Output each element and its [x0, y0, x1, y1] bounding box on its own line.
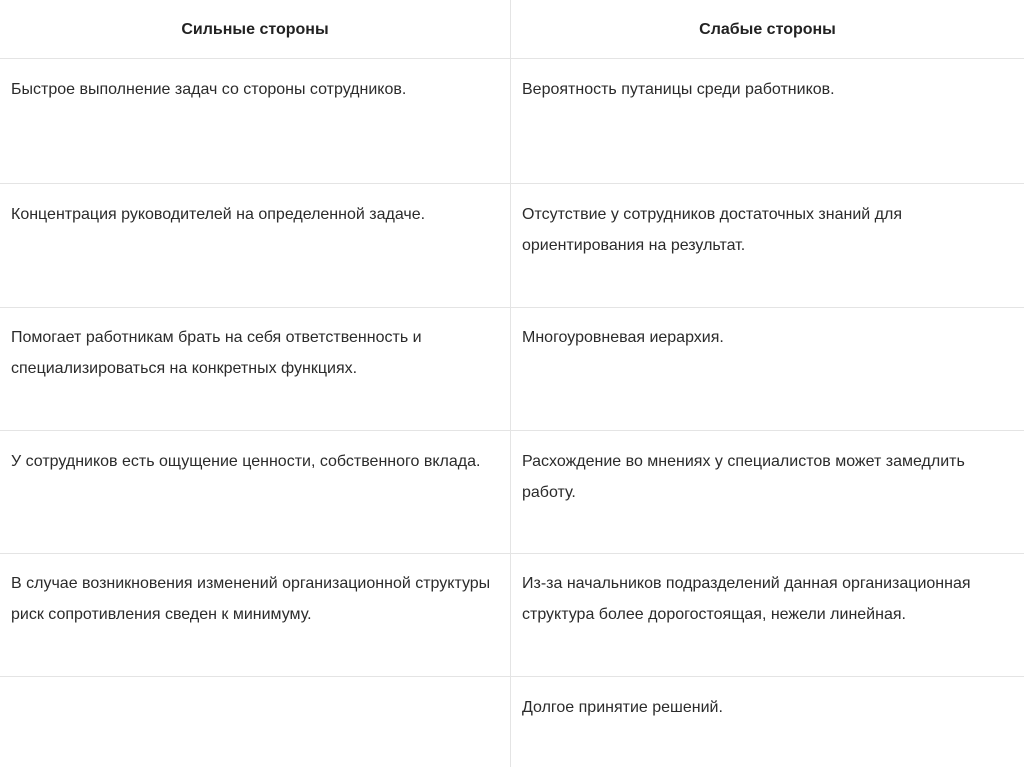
strength-cell: У сотрудников есть ощущение ценности, собственного вклада. — [11, 453, 481, 470]
weakness-cell: Долгое принятие решений. — [522, 699, 723, 716]
row-divider — [0, 676, 1024, 677]
weakness-cell: Многоуровневая иерархия. — [522, 329, 724, 346]
header-strengths: Сильные стороны — [181, 21, 329, 38]
strength-cell: Быстрое выполнение задач со стороны сотрудников. — [11, 81, 407, 98]
row-divider — [0, 183, 1024, 184]
column-divider — [510, 0, 511, 767]
row-divider — [0, 430, 1024, 431]
weakness-cell: Расхождение во мнениях у специалистов может замедлить работу. — [522, 453, 965, 501]
weakness-cell: Отсутствие у сотрудников достаточных знаний для ориентирования на результат. — [522, 206, 902, 254]
strength-cell: Концентрация руководителей на определенной задаче. — [11, 206, 426, 223]
strength-cell: Помогает работникам брать на себя ответственность и специализироваться на конкретных функциях. — [11, 329, 422, 377]
weakness-cell: Вероятность путаницы среди работников. — [522, 81, 835, 98]
row-divider — [0, 307, 1024, 308]
strength-cell: В случае возникновения изменений организационной структуры риск сопротивления сведен к минимуму. — [11, 575, 491, 623]
header-weaknesses: Слабые стороны — [699, 21, 836, 38]
weakness-cell: Из-за начальников подразделений данная организационная структура более дорогостоящая, нежели линейная. — [522, 575, 971, 623]
row-divider — [0, 58, 1024, 59]
row-divider — [0, 553, 1024, 554]
